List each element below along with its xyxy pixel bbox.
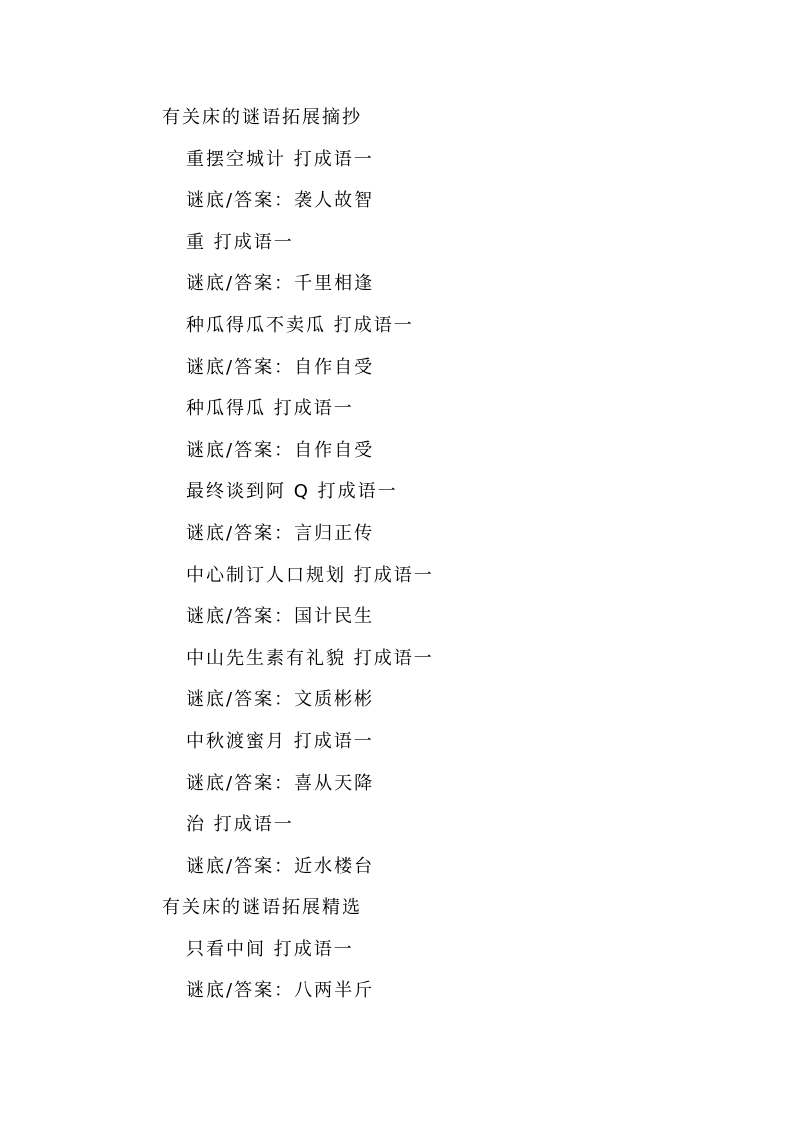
answer-line: 谜底/答案：言归正传 — [186, 522, 375, 544]
riddle-line: 重摆空城计 打成语一 — [186, 148, 374, 170]
answer-line: 谜底/答案：袭人故智 — [186, 190, 375, 212]
riddle-line: 种瓜得瓜不卖瓜 打成语一 — [186, 314, 414, 336]
answer-line: 谜底/答案：自作自受 — [186, 356, 375, 378]
answer-line: 谜底/答案：自作自受 — [186, 439, 375, 461]
answer-line: 谜底/答案：千里相逢 — [186, 273, 375, 295]
answer-line: 谜底/答案：八两半斤 — [186, 980, 375, 1002]
riddle-line: 中秋渡蜜月 打成语一 — [186, 730, 374, 752]
answer-line: 谜底/答案：喜从天降 — [186, 772, 375, 794]
answer-line: 谜底/答案：文质彬彬 — [186, 689, 375, 711]
riddle-line: 治 打成语一 — [186, 814, 294, 836]
riddle-line: 最终谈到阿 Q 打成语一 — [186, 481, 398, 503]
answer-line: 谜底/答案：近水楼台 — [186, 855, 375, 877]
riddle-line: 中心制订人口规划 打成语一 — [186, 564, 434, 586]
section-heading: 有关床的谜语拓展精选 — [162, 897, 362, 919]
answer-line: 谜底/答案：国计民生 — [186, 606, 375, 628]
section-heading: 有关床的谜语拓展摘抄 — [162, 107, 362, 128]
riddle-line: 中山先生素有礼貌 打成语一 — [186, 647, 434, 669]
riddle-line: 只看中间 打成语一 — [186, 938, 354, 960]
riddle-line: 重 打成语一 — [186, 231, 294, 253]
riddle-line: 种瓜得瓜 打成语一 — [186, 398, 354, 420]
document-body — [162, 97, 722, 1012]
